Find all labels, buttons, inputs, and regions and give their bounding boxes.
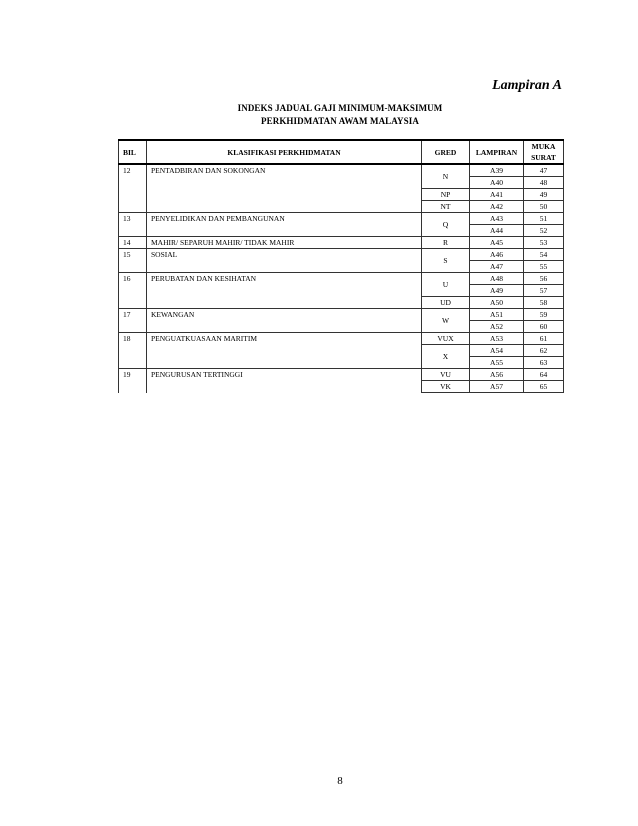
gred-cell: NP	[422, 189, 470, 201]
muka-surat-cell: 60	[524, 321, 564, 333]
lampiran-cell: A45	[470, 237, 524, 249]
muka-surat-cell: 51	[524, 213, 564, 225]
table-row	[119, 309, 564, 321]
klasifikasi-cell: KEWANGAN	[147, 309, 422, 333]
table-row	[119, 369, 564, 381]
muka-surat-cell: 62	[524, 345, 564, 357]
lampiran-cell: A41	[470, 189, 524, 201]
lampiran-cell: A57	[470, 381, 524, 393]
muka-surat-cell: 58	[524, 297, 564, 309]
lampiran-cell: A48	[470, 273, 524, 285]
bil-cell: 17	[119, 309, 147, 333]
page-number: 8	[337, 775, 343, 787]
klasifikasi-cell: PENTADBIRAN DAN SOKONGAN	[147, 164, 422, 213]
table-row	[119, 249, 564, 261]
muka-surat-cell: 52	[524, 225, 564, 237]
header-klasifikasi: KLASIFIKASI PERKHIDMATAN	[147, 140, 422, 164]
lampiran-cell: A40	[470, 177, 524, 189]
muka-surat-cell: 57	[524, 285, 564, 297]
gred-cell: VUX	[422, 333, 470, 345]
muka-surat-cell: 53	[524, 237, 564, 249]
header-lampiran: LAMPIRAN	[470, 140, 524, 164]
gred-cell: VK	[422, 381, 470, 393]
lampiran-cell: A47	[470, 261, 524, 273]
lampiran-cell: A43	[470, 213, 524, 225]
table-row	[119, 164, 564, 177]
klasifikasi-cell: PERUBATAN DAN KESIHATAN	[147, 273, 422, 309]
lampiran-cell: A44	[470, 225, 524, 237]
lampiran-cell: A39	[470, 164, 524, 177]
table-row	[119, 237, 564, 249]
bil-cell: 12	[119, 164, 147, 213]
header-muka-surat	[524, 140, 564, 164]
header-muka-surat-line-2: SURAT	[531, 153, 556, 162]
lampiran-cell: A53	[470, 333, 524, 345]
klasifikasi-cell: SOSIAL	[147, 249, 422, 273]
muka-surat-cell: 59	[524, 309, 564, 321]
lampiran-cell: A49	[470, 285, 524, 297]
table-row	[119, 333, 564, 345]
lampiran-cell: A55	[470, 357, 524, 369]
table-header-row	[119, 140, 564, 164]
header-bil: BIL	[119, 140, 147, 164]
header-gred: GRED	[422, 140, 470, 164]
lampiran-cell: A46	[470, 249, 524, 261]
bil-cell: 16	[119, 273, 147, 309]
klasifikasi-cell: PENGURUSAN TERTINGGI	[147, 369, 422, 393]
muka-surat-cell: 49	[524, 189, 564, 201]
table-row	[119, 273, 564, 285]
table-row	[119, 213, 564, 225]
gred-cell: W	[422, 309, 470, 333]
lampiran-cell: A56	[470, 369, 524, 381]
muka-surat-cell: 64	[524, 369, 564, 381]
gred-cell: Q	[422, 213, 470, 237]
lampiran-cell: A54	[470, 345, 524, 357]
lampiran-cell: A52	[470, 321, 524, 333]
muka-surat-cell: 55	[524, 261, 564, 273]
header-muka-surat-line-1: MUKA	[531, 142, 556, 151]
bil-cell: 15	[119, 249, 147, 273]
muka-surat-cell: 63	[524, 357, 564, 369]
document-title-line-2: PERKHIDMATAN AWAM MALAYSIA	[261, 116, 419, 126]
gred-cell: NT	[422, 201, 470, 213]
lampiran-cell: A51	[470, 309, 524, 321]
bil-cell: 13	[119, 213, 147, 237]
gred-cell: X	[422, 345, 470, 369]
gred-cell: S	[422, 249, 470, 273]
document-title-line-1: INDEKS JADUAL GAJI MINIMUM-MAKSIMUM	[237, 103, 443, 113]
gred-cell: U	[422, 273, 470, 297]
muka-surat-cell: 50	[524, 201, 564, 213]
klasifikasi-cell: MAHIR/ SEPARUH MAHIR/ TIDAK MAHIR	[147, 237, 422, 249]
bil-cell: 19	[119, 369, 147, 393]
muka-surat-cell: 54	[524, 249, 564, 261]
muka-surat-cell: 56	[524, 273, 564, 285]
gred-cell: VU	[422, 369, 470, 381]
lampiran-cell: A42	[470, 201, 524, 213]
lampiran-cell: A50	[470, 297, 524, 309]
bil-cell: 14	[119, 237, 147, 249]
muka-surat-cell: 65	[524, 381, 564, 393]
muka-surat-cell: 47	[524, 164, 564, 177]
klasifikasi-cell: PENGUATKUASAAN MARITIM	[147, 333, 422, 369]
gred-cell: R	[422, 237, 470, 249]
gred-cell: N	[422, 164, 470, 189]
bil-cell: 18	[119, 333, 147, 369]
muka-surat-cell: 48	[524, 177, 564, 189]
gred-cell: UD	[422, 297, 470, 309]
muka-surat-cell: 61	[524, 333, 564, 345]
appendix-label: Lampiran A	[492, 78, 562, 93]
klasifikasi-cell: PENYELIDIKAN DAN PEMBANGUNAN	[147, 213, 422, 237]
salary-schedule-index-table	[118, 139, 564, 393]
